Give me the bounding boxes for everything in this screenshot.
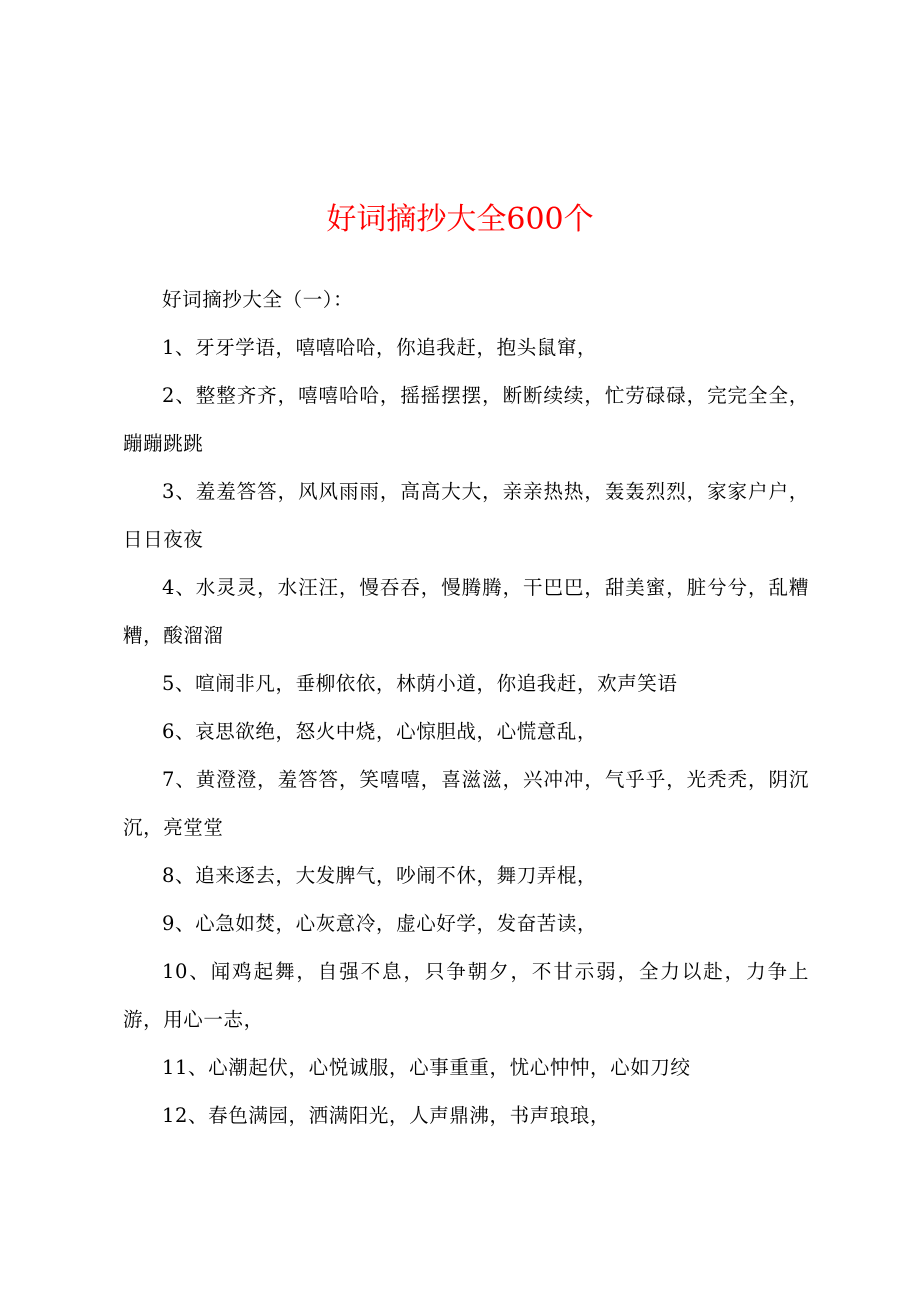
paragraph-item-1: 1、牙牙学语，嘻嘻哈哈，你追我赶，抱头鼠窜， bbox=[162, 336, 598, 359]
paragraph-item-10: 10、闻鸡起舞，自强不息，只争朝夕，不甘示弱，全力以赴，力争上游，用心一志， bbox=[123, 960, 809, 1031]
paragraph-item-2: 2、整整齐齐，嘻嘻哈哈，摇摇摆摆，断断续续，忙劳碌碌，完完全全，蹦蹦跳跳 bbox=[123, 384, 809, 455]
document-body bbox=[123, 276, 809, 1140]
paragraph-item-11: 11、心潮起伏，心悦诚服，心事重重，忧心忡忡，心如刀绞 bbox=[162, 1056, 691, 1079]
paragraph-item-9: 9、心急如焚，心灰意冷，虚心好学，发奋苦读， bbox=[162, 912, 598, 935]
paragraph-item-7: 7、黄澄澄，羞答答，笑嘻嘻，喜滋滋，兴冲冲，气乎乎，光秃秃，阴沉沉，亮堂堂 bbox=[123, 768, 809, 839]
paragraph-item-8: 8、追来逐去，大发脾气，吵闹不休，舞刀弄棍， bbox=[162, 864, 598, 887]
paragraph-item-5: 5、喧闹非凡，垂柳依依，林荫小道，你追我赶，欢声笑语 bbox=[162, 672, 678, 695]
paragraph-item-6: 6、哀思欲绝，怒火中烧，心惊胆战，心慌意乱， bbox=[162, 720, 598, 743]
paragraph-item-3: 3、羞羞答答，风风雨雨，高高大大，亲亲热热，轰轰烈烈，家家户户，日日夜夜 bbox=[123, 480, 809, 551]
paragraph-item-4: 4、水灵灵，水汪汪，慢吞吞，慢腾腾，干巴巴，甜美蜜，脏兮兮，乱糟糟，酸溜溜 bbox=[123, 576, 809, 647]
paragraph-item-12: 12、春色满园，洒满阳光，人声鼎沸，书声琅琅， bbox=[162, 1104, 611, 1127]
document-title: 好词摘抄大全600个 bbox=[326, 202, 594, 237]
paragraph-intro: 好词摘抄大全（一）： bbox=[162, 288, 354, 311]
